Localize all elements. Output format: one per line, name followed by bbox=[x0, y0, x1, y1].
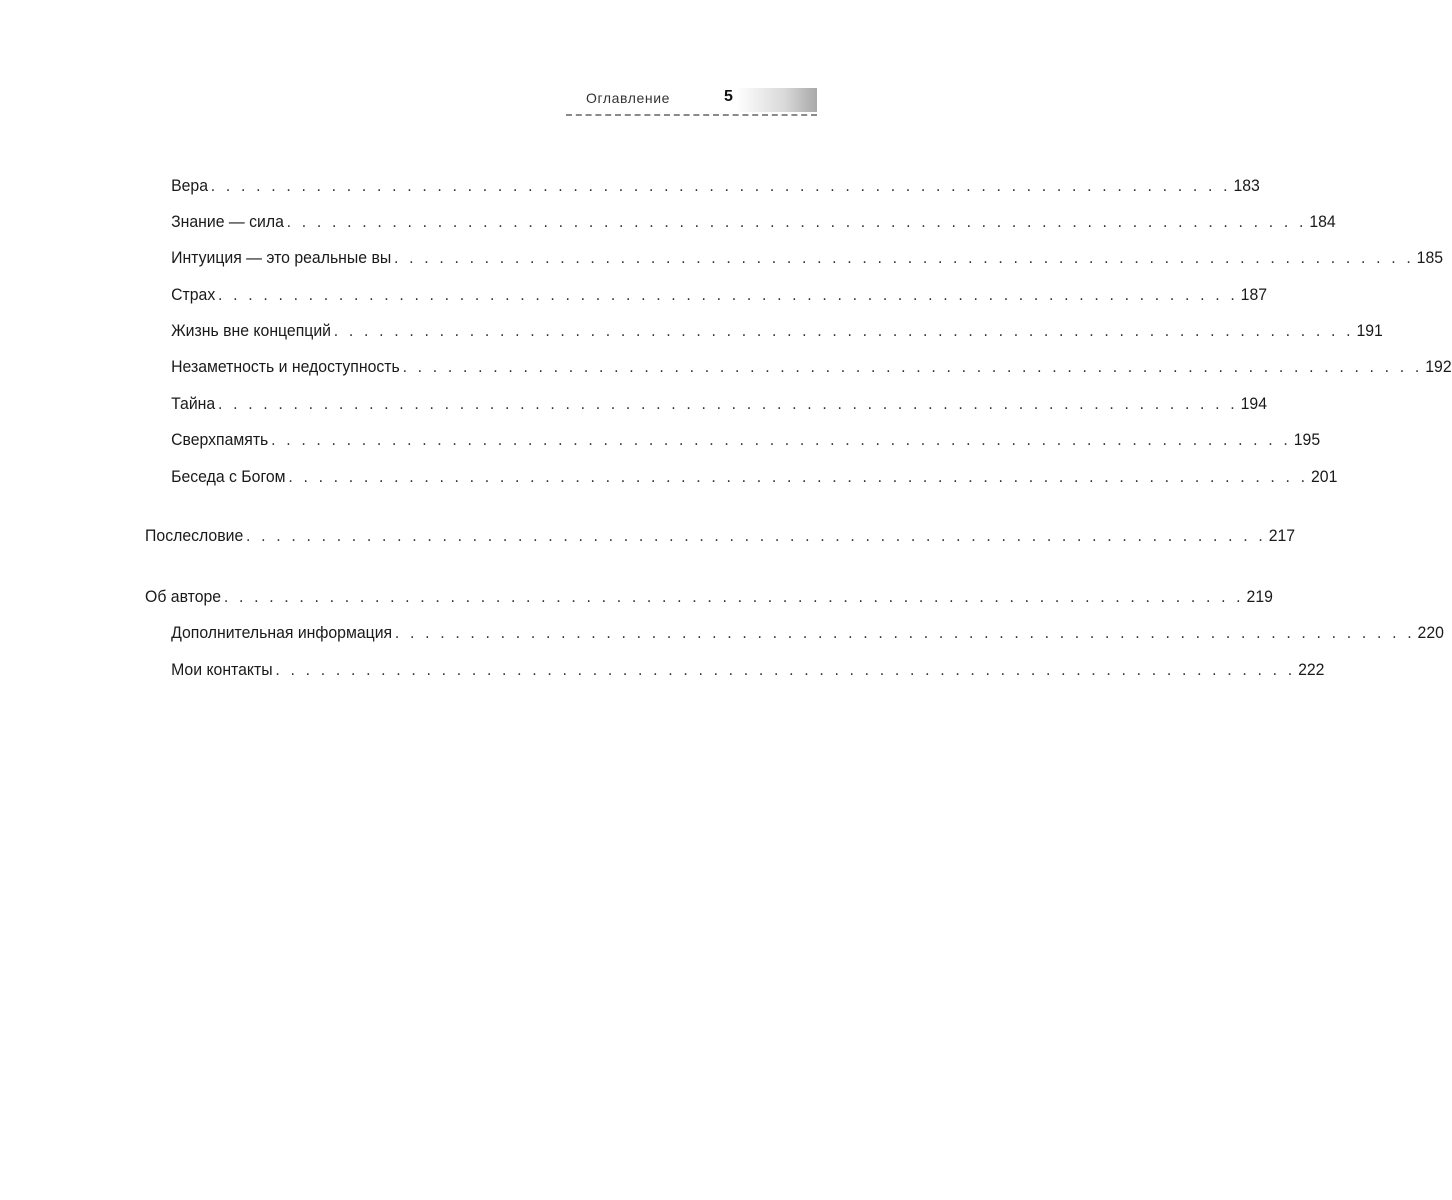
toc-leader-dots: . . . . . . . . . . . . . . . . . . . . . . . . . . . . . . . . . . . . . . . . . . . . . . . . . . . . . . . . . . . . . . . . . . . . bbox=[288, 467, 1309, 486]
toc-entry-title: Незаметность и недоступность bbox=[171, 357, 400, 376]
toc-entry-page: 219 bbox=[1246, 587, 1273, 606]
toc-entry-page: 195 bbox=[1293, 430, 1321, 449]
toc-entry-posleslovie[interactable] bbox=[145, 526, 1296, 546]
toc-entry-znanie-sila[interactable] bbox=[171, 212, 1336, 232]
toc-entry-title: Вера bbox=[171, 176, 209, 195]
toc-entry-moi-kontakty[interactable] bbox=[171, 660, 1325, 680]
toc-entry-page: 187 bbox=[1240, 285, 1268, 304]
toc-entry-title: Интуиция — это реальные вы bbox=[171, 248, 392, 267]
toc-entry-page: 192 bbox=[1425, 357, 1452, 376]
toc-entry-page: 220 bbox=[1417, 623, 1444, 642]
toc-leader-dots: . . . . . . . . . . . . . . . . . . . . . . . . . . . . . . . . . . . . . . . . . . . . . . . . . . . . . . . . . . . . . . . . . . . . bbox=[271, 430, 1291, 449]
toc-leader-dots: . . . . . . . . . . . . . . . . . . . . . . . . . . . . . . . . . . . . . . . . . . . . . . . . . . . . . . . . . . . . . . . . . . . . bbox=[246, 526, 1266, 545]
toc-entry-page: 222 bbox=[1298, 660, 1325, 679]
toc-entry-title: Послесловие bbox=[145, 526, 244, 545]
toc-entry-page: 191 bbox=[1356, 321, 1383, 340]
toc-entry-tayna[interactable] bbox=[171, 394, 1268, 414]
toc-entry-page: 183 bbox=[1233, 176, 1260, 195]
toc-entry-beseda-s-bogom[interactable] bbox=[171, 467, 1338, 487]
toc-entry-ob-avtore[interactable] bbox=[145, 587, 1273, 607]
toc-leader-dots: . . . . . . . . . . . . . . . . . . . . . . . . . . . . . . . . . . . . . . . . . . . . . . . . . . . . . . . . . . . . . . . . . . . . bbox=[275, 660, 1296, 679]
toc-entry-nezametnost[interactable] bbox=[171, 357, 1452, 377]
toc-entry-page: 184 bbox=[1309, 212, 1336, 231]
toc-entry-strakh[interactable] bbox=[171, 285, 1268, 305]
toc-entry-page: 217 bbox=[1268, 526, 1296, 545]
toc-entry-title: Беседа с Богом bbox=[171, 467, 286, 486]
toc-entry-title: Дополнительная информация bbox=[171, 623, 393, 642]
running-head bbox=[566, 88, 817, 116]
toc-leader-dots: . . . . . . . . . . . . . . . . . . . . . . . . . . . . . . . . . . . . . . . . . . . . . . . . . . . . . . . . . . . . . . . . . . . . bbox=[333, 321, 1354, 340]
header-gradient-tab bbox=[736, 88, 817, 112]
toc-leader-dots: . . . . . . . . . . . . . . . . . . . . . . . . . . . . . . . . . . . . . . . . . . . . . . . . . . . . . . . . . . . . . . . . . . . . bbox=[217, 394, 1238, 413]
toc-entry-zhizn-vne-kontseptsiy[interactable] bbox=[171, 321, 1383, 341]
toc-entry-title: Тайна bbox=[171, 394, 216, 413]
toc-entry-title: Жизнь вне концепций bbox=[171, 321, 332, 340]
toc-leader-dots: . . . . . . . . . . . . . . . . . . . . . . . . . . . . . . . . . . . . . . . . . . . . . . . . . . . . . . . . . . . . . . . . . . . . bbox=[223, 587, 1244, 606]
toc-entry-title: Об авторе bbox=[145, 587, 222, 606]
toc-leader-dots: . . . . . . . . . . . . . . . . . . . . . . . . . . . . . . . . . . . . . . . . . . . . . . . . . . . . . . . . . . . . . . . . . . . . bbox=[394, 248, 1414, 267]
running-head-section-title: Оглавление bbox=[586, 90, 671, 106]
toc-entry-title: Сверхпамять bbox=[171, 430, 269, 449]
toc-entry-dopolnitelnaya-informatsiya[interactable] bbox=[171, 623, 1444, 643]
toc-entry-intuitsiya[interactable] bbox=[171, 248, 1444, 268]
toc-entry-title: Знание — сила bbox=[171, 212, 284, 231]
toc-entry-vera[interactable] bbox=[171, 176, 1260, 196]
toc-entry-page: 185 bbox=[1416, 248, 1444, 267]
header-dashed-rule bbox=[566, 114, 817, 116]
toc-entry-page: 201 bbox=[1310, 467, 1338, 486]
toc-entry-title: Страх bbox=[171, 285, 216, 304]
toc-leader-dots: . . . . . . . . . . . . . . . . . . . . . . . . . . . . . . . . . . . . . . . . . . . . . . . . . . . . . . . . . . . . . . . . . . . . bbox=[210, 176, 1231, 195]
toc-entry-sverkhpamyat[interactable] bbox=[171, 430, 1321, 450]
running-head-page-number: 5 bbox=[724, 88, 733, 105]
toc-leader-dots: . . . . . . . . . . . . . . . . . . . . . . . . . . . . . . . . . . . . . . . . . . . . . . . . . . . . . . . . . . . . . . . . . . . . bbox=[394, 623, 1415, 642]
toc-leader-dots: . . . . . . . . . . . . . . . . . . . . . . . . . . . . . . . . . . . . . . . . . . . . . . . . . . . . . . . . . . . . . . . . . . . . bbox=[218, 285, 1238, 304]
toc-entry-page: 194 bbox=[1240, 394, 1268, 413]
toc-entry-title: Мои контакты bbox=[171, 660, 273, 679]
toc-leader-dots: . . . . . . . . . . . . . . . . . . . . . . . . . . . . . . . . . . . . . . . . . . . . . . . . . . . . . . . . . . . . . . . . . . . . bbox=[286, 212, 1307, 231]
toc-leader-dots: . . . . . . . . . . . . . . . . . . . . . . . . . . . . . . . . . . . . . . . . . . . . . . . . . . . . . . . . . . . . . . . . . . . . bbox=[402, 357, 1423, 376]
